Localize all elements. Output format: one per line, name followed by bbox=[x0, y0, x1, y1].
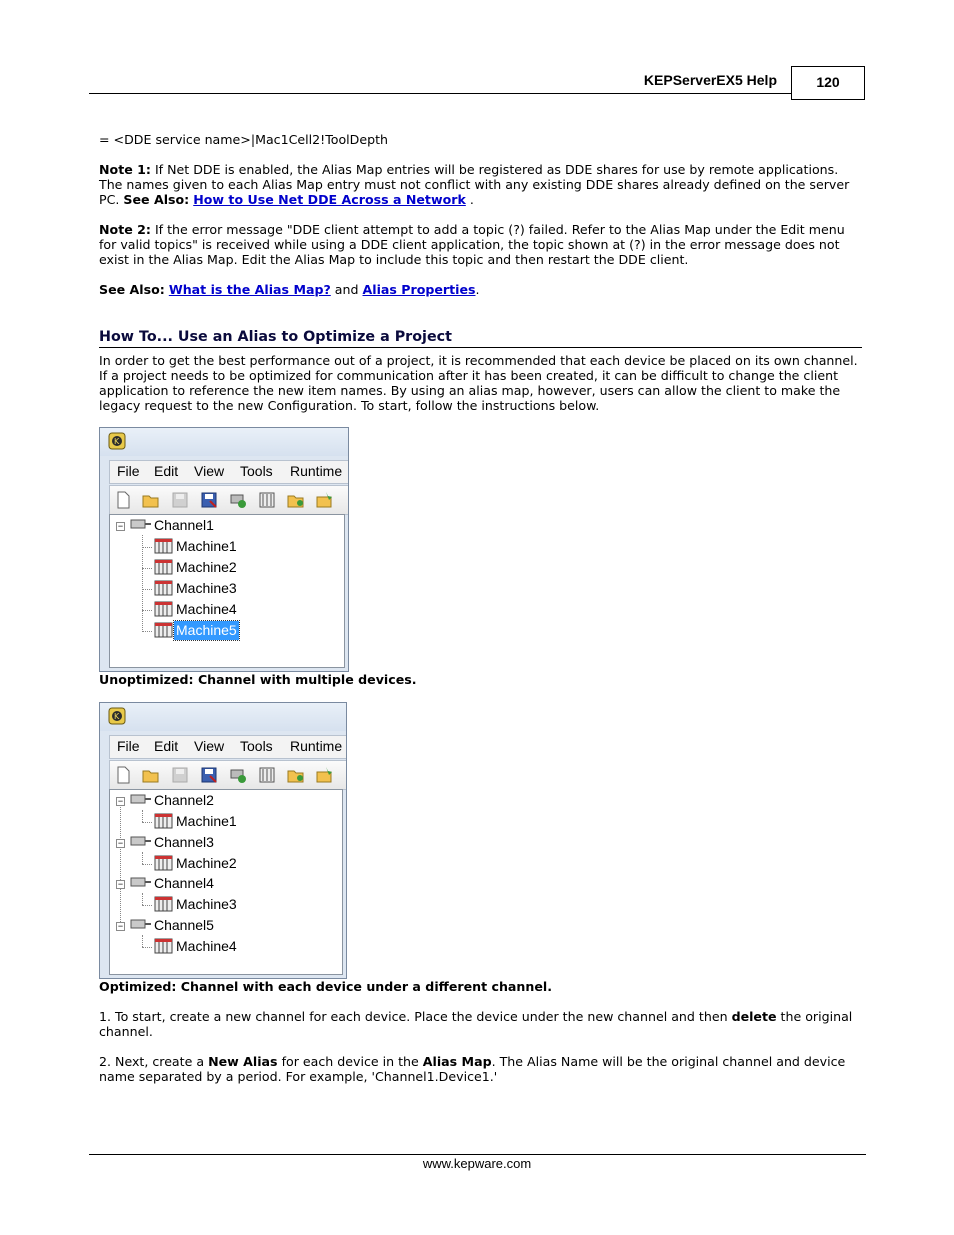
tree-channel-node[interactable] bbox=[130, 874, 216, 893]
new-file-icon[interactable] bbox=[114, 766, 132, 784]
see-also bbox=[99, 282, 863, 297]
save-disabled-icon[interactable] bbox=[171, 766, 189, 784]
save-disabled-icon[interactable] bbox=[171, 491, 189, 509]
alias-map-link[interactable]: What is the Alias Map? bbox=[168, 282, 331, 297]
device-icon bbox=[154, 896, 174, 912]
channel-icon bbox=[130, 875, 152, 891]
screenshot-unoptimized bbox=[99, 427, 349, 672]
step-2-mid: for each device in the bbox=[277, 1054, 423, 1069]
footer-url: www.kepware.com bbox=[422, 1156, 532, 1171]
device-icon bbox=[154, 580, 174, 596]
new-tag-icon[interactable] bbox=[316, 766, 334, 784]
menu-tools[interactable]: Tools bbox=[240, 463, 273, 479]
device-icon bbox=[154, 538, 174, 554]
menu-tools[interactable]: Tools bbox=[240, 738, 273, 754]
toolbar bbox=[109, 760, 346, 790]
menu-runtime[interactable]: Runtime bbox=[290, 738, 343, 754]
collapse-toggle[interactable]: − bbox=[117, 879, 124, 889]
device-label: Machine5 bbox=[176, 622, 237, 638]
caption-optimized: Optimized: Channel with each device under a different channel. bbox=[99, 979, 552, 994]
step-2 bbox=[99, 1054, 863, 1084]
channel-icon bbox=[130, 834, 152, 850]
menu-bar bbox=[109, 460, 348, 484]
new-tag-group-icon[interactable] bbox=[287, 766, 305, 784]
new-channel-icon[interactable] bbox=[229, 491, 247, 509]
see-also-mid: and bbox=[330, 282, 363, 297]
step-2-suffix: . The Alias Name will be the original channel and device name separated by a period. For example, 'Channel1.Device1.' bbox=[99, 1054, 846, 1084]
device-icon bbox=[154, 622, 174, 638]
alias-properties-link[interactable]: Alias Properties bbox=[362, 282, 476, 297]
tree-channel-node[interactable] bbox=[130, 916, 216, 935]
channel-label: Channel1 bbox=[154, 517, 214, 533]
device-label: Machine4 bbox=[176, 601, 237, 617]
kepserver-app-icon bbox=[108, 707, 126, 725]
channel-label: Channel4 bbox=[154, 875, 214, 891]
collapse-toggle[interactable]: − bbox=[117, 521, 124, 531]
section-heading: How To... Use an Alias to Optimize a Project bbox=[99, 329, 862, 348]
toolbar bbox=[109, 485, 348, 515]
tree-device-node[interactable] bbox=[154, 579, 239, 598]
new-tag-group-icon[interactable] bbox=[287, 491, 305, 509]
menu-view[interactable]: View bbox=[194, 463, 225, 479]
channel-icon bbox=[130, 517, 152, 533]
channel-icon bbox=[130, 792, 152, 808]
step-2-bold-new-alias: New Alias bbox=[208, 1054, 278, 1069]
device-label: Machine1 bbox=[176, 813, 237, 829]
device-label: Machine3 bbox=[176, 580, 237, 596]
note-2-label: Note 2: bbox=[99, 222, 151, 237]
tree-device-node[interactable] bbox=[154, 558, 239, 577]
device-label: Machine3 bbox=[176, 896, 237, 912]
collapse-toggle[interactable]: − bbox=[117, 838, 124, 848]
tree-device-node-selected[interactable] bbox=[154, 621, 239, 640]
step-1 bbox=[99, 1009, 863, 1039]
footer-rule bbox=[89, 1154, 866, 1155]
note-2 bbox=[99, 222, 863, 267]
step-1-bold: delete bbox=[731, 1009, 777, 1024]
tree-device-node[interactable] bbox=[154, 895, 239, 914]
tree-channel-node[interactable] bbox=[130, 833, 216, 852]
new-tag-icon[interactable] bbox=[316, 491, 334, 509]
svg-text:K: K bbox=[114, 712, 120, 721]
step-1-prefix: 1. To start, create a new channel for each device. Place the device under the new channel and then bbox=[99, 1009, 732, 1024]
device-label: Machine2 bbox=[176, 559, 237, 575]
open-folder-icon[interactable] bbox=[142, 491, 160, 509]
net-dde-link[interactable]: How to Use Net DDE Across a Network bbox=[193, 192, 466, 207]
intro-line: = <DDE service name>|Mac1Cell2!ToolDepth bbox=[99, 132, 389, 147]
device-label: Machine1 bbox=[176, 538, 237, 554]
tree-device-node[interactable] bbox=[154, 812, 239, 831]
note-1-text: If Net DDE is enabled, the Alias Map entries will be registered as DDE shares for use by remote applications. The names given to each Alias Map entry must not conflict with any existing DDE shares already defined on the server PC. bbox=[99, 162, 850, 207]
new-device-icon[interactable] bbox=[258, 766, 276, 784]
device-icon bbox=[154, 601, 174, 617]
device-icon bbox=[154, 559, 174, 575]
section-body: In order to get the best performance out of a project, it is recommended that each device be placed on its own channel. If a project needs to be optimized for communication after it has been created, it can be difficult to change the client application to reference the new item names. By using an alias map, however, users can allow the client to make the legacy request to the new Configuration. To start, follow the instructions below. bbox=[99, 353, 858, 413]
collapse-toggle[interactable]: − bbox=[117, 921, 124, 931]
menu-file[interactable]: File bbox=[117, 738, 140, 754]
menu-runtime[interactable]: Runtime bbox=[290, 463, 343, 479]
new-file-icon[interactable] bbox=[114, 491, 132, 509]
note-2-text: If the error message "DDE client attempt to add a topic (?) failed. Refer to the Alias Map under the Edit menu for valid topics" is received while using a DDE client application, the topic shown at (?) in the error message does not exist in the Alias Map. Edit the Alias Map to include this topic and then restart the DDE client. bbox=[99, 222, 845, 267]
step-1-suffix: the original channel. bbox=[99, 1009, 853, 1039]
new-device-icon[interactable] bbox=[258, 491, 276, 509]
project-tree bbox=[109, 514, 345, 668]
collapse-toggle[interactable]: − bbox=[117, 796, 124, 806]
device-icon bbox=[154, 938, 174, 954]
step-2-prefix: 2. Next, create a bbox=[99, 1054, 209, 1069]
tree-channel-node[interactable] bbox=[130, 516, 216, 535]
note-1-see-also-label: See Also: bbox=[123, 192, 190, 207]
new-channel-icon[interactable] bbox=[229, 766, 247, 784]
channel-label: Channel2 bbox=[154, 792, 214, 808]
kepserver-app-icon bbox=[108, 432, 126, 450]
svg-text:K: K bbox=[114, 437, 120, 446]
step-2-bold-alias-map: Alias Map bbox=[422, 1054, 492, 1069]
project-tree bbox=[109, 789, 343, 975]
title-bar bbox=[100, 428, 348, 456]
tree-device-node[interactable] bbox=[154, 937, 239, 956]
channel-icon bbox=[130, 917, 152, 933]
tree-device-node[interactable] bbox=[154, 854, 239, 873]
menu-bar bbox=[109, 735, 346, 759]
save-as-icon[interactable] bbox=[200, 766, 218, 784]
see-also-label: See Also: bbox=[99, 282, 165, 297]
device-icon bbox=[154, 855, 174, 871]
tree-device-node[interactable] bbox=[154, 537, 239, 556]
note-1-tail: . bbox=[465, 192, 474, 207]
header-title: KEPServerEX5 Help bbox=[643, 72, 777, 88]
menu-edit[interactable]: Edit bbox=[154, 463, 179, 479]
channel-label: Channel5 bbox=[154, 917, 214, 933]
open-folder-icon[interactable] bbox=[142, 766, 160, 784]
tree-channel-node[interactable] bbox=[130, 791, 216, 810]
page-number: 120 bbox=[791, 66, 865, 100]
save-as-icon[interactable] bbox=[200, 491, 218, 509]
menu-view[interactable]: View bbox=[194, 738, 225, 754]
device-label: Machine4 bbox=[176, 938, 237, 954]
tree-device-node[interactable] bbox=[154, 600, 239, 619]
device-icon bbox=[154, 813, 174, 829]
menu-file[interactable]: File bbox=[117, 463, 140, 479]
menu-edit[interactable]: Edit bbox=[154, 738, 179, 754]
note-1-label: Note 1: bbox=[99, 162, 151, 177]
channel-label: Channel3 bbox=[154, 834, 214, 850]
see-also-tail: . bbox=[475, 282, 480, 297]
caption-unoptimized: Unoptimized: Channel with multiple devices. bbox=[99, 672, 417, 687]
note-1 bbox=[99, 162, 863, 207]
header-rule bbox=[89, 93, 792, 94]
title-bar bbox=[100, 703, 346, 731]
screenshot-optimized bbox=[99, 702, 347, 979]
device-label: Machine2 bbox=[176, 855, 237, 871]
